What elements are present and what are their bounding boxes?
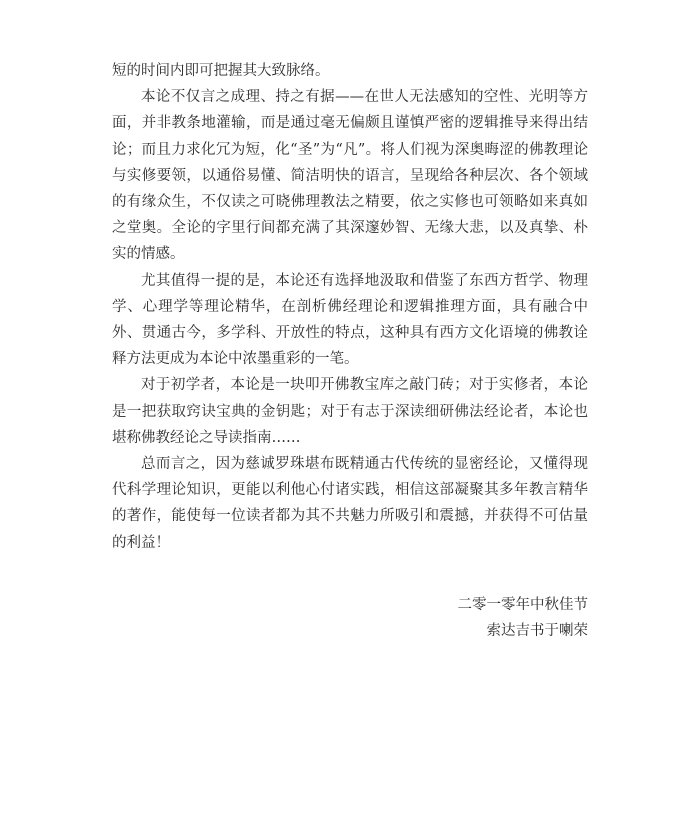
signature-block bbox=[458, 592, 589, 644]
paragraph-continuation: 短的时间内即可把握其大致脉络。 bbox=[112, 63, 330, 79]
paragraph: 对于初学者，本论是一块叩开佛教宝库之敲门砖；对于实修者，本论是一把获取窍诀宝典的金钥匙；对于有志于深读细研佛法经论者，本论也堪称佛教经论之导读指南…… bbox=[112, 377, 588, 446]
signature-author: 索达吉书于喇荣 bbox=[486, 623, 588, 640]
paragraph: 本论不仅言之成理、持之有据——在世人无法感知的空性、光明等方面，并非教条地灌输，而是通过毫无偏颇且谨慎严密的逻辑推导来得出结论；而且力求化冗为短，化“圣”为“凡”。将人们视为深奥晦涩的佛教理论与实修要领，以通俗易懂、简洁明快的语言，呈现给各种层次、各个领域的有缘众生，不仅读之可晓佛理教法之精要，依之实修也可领略如来真如之堂奥。全论的字里行间都充满了其深邃妙智、无缘大悲，以及真挚、朴实的情感。 bbox=[112, 89, 588, 263]
signature-date: 二零一零年中秋佳节 bbox=[457, 597, 588, 613]
paragraph: 尤其值得一提的是，本论还有选择地汲取和借鉴了东西方哲学、物理学、心理学等理论精华，在剖析佛经理论和逻辑推理方面，具有融合中外、贯通古今，多学科、开放性的特点，这种具有西方文化语境的佛教诠释方法更成为本论中浓墨重彩的一笔。 bbox=[112, 272, 588, 368]
paragraph: 总而言之，因为慈诚罗珠堪布既精通古代传统的显密经论，又懂得现代科学理论知识，更能以利他心付诸实践，相信这部凝聚其多年教言精华的著作，能使每一位读者都为其不共魅力所吸引和震撼，并获得不可估量的利益！ bbox=[112, 456, 588, 551]
body-text bbox=[112, 58, 588, 556]
